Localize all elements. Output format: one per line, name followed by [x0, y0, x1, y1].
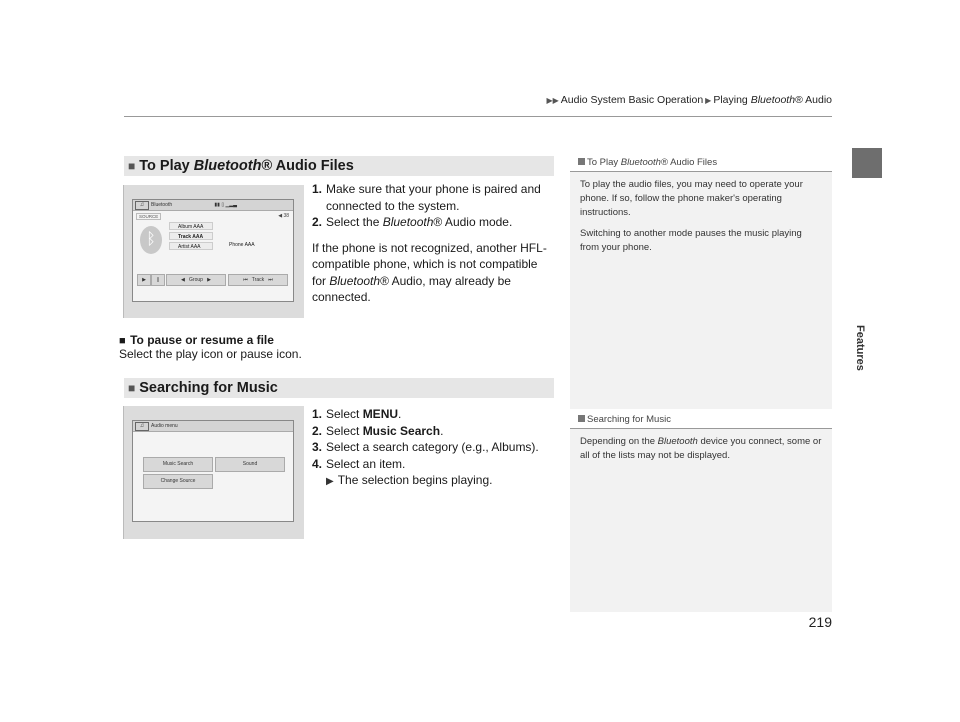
note2-paragraph: Depending on the Bluetooth device you connect, some or all of the lists may not be displayed.	[580, 436, 822, 461]
section-square-icon: ■	[128, 381, 136, 395]
screen-title: Bluetooth	[151, 202, 173, 208]
result-arrow-icon: ▶	[326, 476, 334, 487]
breadcrumb-part1[interactable]: Audio System Basic Operation	[560, 94, 704, 106]
note1-paragraph1: To play the audio files, you may need to operate your phone. If so, follow the phone maker's operating instructions.	[580, 179, 803, 218]
source-button[interactable]: SOURCE	[136, 213, 161, 220]
chapter-label: Features	[854, 325, 866, 371]
note2-title: Searching for Music	[570, 409, 832, 429]
section-square-icon: ■	[128, 159, 136, 173]
step-result: ▶ The selection begins playing.	[326, 473, 493, 487]
pause-button[interactable]: ∥	[151, 274, 165, 286]
track-button[interactable]: ⏮ Track ⏭	[228, 274, 288, 286]
volume-icon: ◀ 38	[278, 213, 289, 219]
bluetooth-audio-screen-figure	[123, 185, 304, 318]
step-item: 1. Make sure that your phone is paired and connected to the system.	[312, 182, 541, 213]
group-button[interactable]: ◀ Group ▶	[166, 274, 226, 286]
note1-title: To Play Bluetooth® Audio Files	[570, 152, 832, 172]
section1-heading: ■ To Play Bluetooth® Audio Files	[124, 156, 554, 176]
double-arrow-icon: ▶▶	[546, 96, 559, 105]
pause-resume-subheading: ■ To pause or resume a file	[119, 333, 274, 347]
bluetooth-icon: ᛒ	[140, 226, 162, 254]
audio-menu-screen-figure	[123, 406, 304, 539]
album-label: Album AAA	[169, 222, 213, 230]
section2-heading: ■ Searching for Music	[124, 378, 554, 398]
breadcrumb-part2[interactable]: Playing Bluetooth® Audio	[713, 94, 832, 106]
chapter-tab	[852, 148, 882, 178]
step-item: 3. Select a search category (e.g., Albums).	[312, 440, 539, 454]
audio-menu-screen	[132, 420, 294, 522]
track-label: Track AAA	[169, 232, 213, 240]
note-square-icon	[578, 158, 585, 165]
step-item: 2. Select the Bluetooth® Audio mode.	[312, 215, 513, 229]
step-item: 2. Select Music Search.	[312, 423, 444, 438]
notes-column	[570, 152, 832, 612]
pause-resume-text: Select the play icon or pause icon.	[119, 347, 302, 361]
section1-paragraph: If the phone is not recognized, another HFL-compatible phone, which is not compatible for Bluetooth® Audio, may already be connected.	[312, 240, 547, 304]
note-square-icon	[578, 415, 585, 422]
arrow-icon: ▶	[705, 96, 712, 105]
header-rule	[124, 116, 832, 117]
status-icons: ▮▮ ▯ ▁▂▃	[214, 202, 237, 208]
sound-button[interactable]: Sound	[215, 457, 285, 472]
phone-label: Phone AAA	[229, 242, 255, 248]
music-menu-icon: ♫	[135, 422, 149, 431]
music-note-icon: ♫	[135, 201, 149, 210]
play-button[interactable]: ▶	[137, 274, 151, 286]
section1-steps	[312, 181, 552, 306]
note1-paragraph2: Switching to another mode pauses the music playing from your phone.	[580, 228, 802, 254]
page-number: 219	[808, 614, 832, 630]
bluetooth-audio-screen	[132, 199, 294, 302]
section2-steps	[312, 406, 552, 491]
step-item: 4. Select an item.	[312, 456, 406, 471]
subheading-square-icon: ■	[119, 335, 126, 347]
step-item: 1. Select MENU.	[312, 407, 402, 421]
change-source-button[interactable]: Change Source	[143, 474, 213, 489]
artist-label: Artist AAA	[169, 242, 213, 250]
breadcrumb	[300, 94, 832, 106]
audio-menu-title: Audio menu	[151, 423, 178, 429]
music-search-button[interactable]: Music Search	[143, 457, 213, 472]
